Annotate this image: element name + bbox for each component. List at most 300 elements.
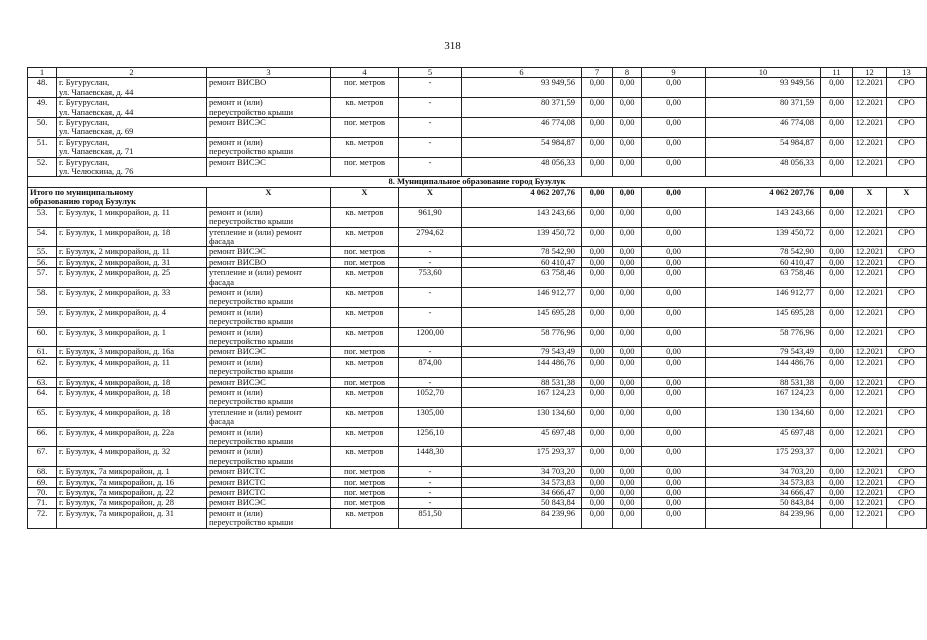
value-col-8: 0,00 bbox=[613, 307, 642, 327]
completion-date: 12.2021 bbox=[853, 407, 887, 427]
table-row bbox=[28, 287, 927, 307]
quantity: 874,00 bbox=[399, 357, 462, 377]
value-col-11: 0,00 bbox=[821, 508, 853, 528]
header-cell: 9 bbox=[642, 68, 706, 78]
cost-total: 45 697,48 bbox=[462, 427, 582, 447]
header-cell: 8 bbox=[613, 68, 642, 78]
work-type bbox=[207, 498, 331, 508]
row-number: 72. bbox=[28, 508, 57, 528]
cost-total: 34 703,20 bbox=[462, 467, 582, 477]
work-type-line-1: ремонт ВИСЭС bbox=[209, 497, 266, 508]
table-row bbox=[28, 508, 927, 528]
address-line-1: г. Бугуруслан, bbox=[59, 156, 110, 167]
unit: пог. метров bbox=[331, 477, 399, 487]
value-col-10: 63 758,46 bbox=[706, 268, 821, 288]
work-type-line-1: ремонт ВИСЭС bbox=[209, 246, 266, 257]
table-row bbox=[28, 307, 927, 327]
address bbox=[57, 247, 207, 257]
value-col-7: 0,00 bbox=[582, 157, 613, 177]
value-col-9: 0,00 bbox=[642, 327, 706, 347]
work-type-line-1: ремонт и (или) bbox=[209, 446, 263, 457]
work-type bbox=[207, 477, 331, 487]
address bbox=[57, 307, 207, 327]
row-number: 71. bbox=[28, 498, 57, 508]
address bbox=[57, 388, 207, 408]
header-cell: 1 bbox=[28, 68, 57, 78]
value-col-11: 0,00 bbox=[821, 207, 853, 227]
work-type-line-1: ремонт и (или) bbox=[209, 136, 263, 147]
work-type bbox=[207, 467, 331, 477]
completion-date: 12.2021 bbox=[853, 427, 887, 447]
value-col-9: 0,00 bbox=[642, 357, 706, 377]
work-type-line-1: ремонт и (или) bbox=[209, 326, 263, 337]
work-type-line-1: утепление и (или) ремонт bbox=[209, 406, 303, 417]
value-col-10: 130 134,60 bbox=[706, 407, 821, 427]
work-type-line-2: фасада bbox=[209, 416, 235, 427]
quantity: - bbox=[399, 98, 462, 118]
value-col-10: 80 371,59 bbox=[706, 98, 821, 118]
address bbox=[57, 118, 207, 138]
table-row bbox=[28, 327, 927, 347]
value-col-9: 0,00 bbox=[642, 427, 706, 447]
table-row bbox=[28, 357, 927, 377]
completion-date: 12.2021 bbox=[853, 268, 887, 288]
section-title: 8. Муниципальное образование город Бузулук bbox=[28, 177, 927, 187]
value-col-7: 0,00 bbox=[582, 508, 613, 528]
quantity: - bbox=[399, 78, 462, 98]
cost-total: 50 843,84 bbox=[462, 498, 582, 508]
cost-total: 143 243,66 bbox=[462, 207, 582, 227]
address-line-1: г. Бугуруслан, bbox=[59, 117, 110, 128]
work-type-line-1: ремонт и (или) bbox=[209, 206, 263, 217]
work-type-line-2: переустройство крыши bbox=[209, 455, 294, 466]
address-line-1: г. Бузулук, 7а микрорайон, д. 1 bbox=[59, 466, 170, 477]
value-col-9: 0,00 bbox=[642, 227, 706, 247]
unit: пог. метров bbox=[331, 488, 399, 498]
unit: пог. метров bbox=[331, 498, 399, 508]
value-col-7: 0,00 bbox=[582, 488, 613, 498]
value-col-10: 143 243,66 bbox=[706, 207, 821, 227]
work-type-line-1: ремонт и (или) bbox=[209, 426, 263, 437]
value-col-8: 0,00 bbox=[613, 488, 642, 498]
value-col-7: 0,00 bbox=[582, 307, 613, 327]
address bbox=[57, 477, 207, 487]
completion-date: 12.2021 bbox=[853, 118, 887, 138]
cost-total: 84 239,96 bbox=[462, 508, 582, 528]
address bbox=[57, 488, 207, 498]
value-col-8: 0,00 bbox=[613, 257, 642, 267]
organization: СРО bbox=[887, 347, 927, 357]
value-col-9: 0,00 bbox=[642, 377, 706, 387]
completion-date: 12.2021 bbox=[853, 498, 887, 508]
work-type bbox=[207, 307, 331, 327]
capital-repair-table bbox=[27, 67, 927, 529]
completion-date: 12.2021 bbox=[853, 98, 887, 118]
address bbox=[57, 508, 207, 528]
quantity: 1256,10 bbox=[399, 427, 462, 447]
value-col-10: 46 774,08 bbox=[706, 118, 821, 138]
completion-date: 12.2021 bbox=[853, 157, 887, 177]
cost-total: 48 056,33 bbox=[462, 157, 582, 177]
address-line-1: г. Бузулук, 4 микрорайон, д. 22а bbox=[59, 426, 175, 437]
value-col-9: 0,00 bbox=[642, 78, 706, 98]
work-type-line-1: ремонт ВИСТС bbox=[209, 487, 266, 498]
value-col-7: 0,00 bbox=[582, 137, 613, 157]
row-number: 60. bbox=[28, 327, 57, 347]
work-type-line-1: утепление и (или) ремонт bbox=[209, 267, 303, 278]
row-number: 48. bbox=[28, 78, 57, 98]
value-col-7: 0,00 bbox=[582, 327, 613, 347]
table-row bbox=[28, 467, 927, 477]
work-type bbox=[207, 447, 331, 467]
value-col-8: 0,00 bbox=[613, 388, 642, 408]
value-col-7: 0,00 bbox=[582, 407, 613, 427]
value-col-8: 0,00 bbox=[613, 268, 642, 288]
row-number: 58. bbox=[28, 287, 57, 307]
value-col-8: 0,00 bbox=[613, 377, 642, 387]
total-col-10: 4 062 207,76 bbox=[706, 187, 821, 207]
address bbox=[57, 287, 207, 307]
work-type bbox=[207, 98, 331, 118]
address-line-1: г. Бугуруслан, bbox=[59, 136, 110, 147]
completion-date: 12.2021 bbox=[853, 388, 887, 408]
unit: кв. метров bbox=[331, 207, 399, 227]
quantity: 1305,00 bbox=[399, 407, 462, 427]
organization: СРО bbox=[887, 257, 927, 267]
quantity: 1448,30 bbox=[399, 447, 462, 467]
unit: кв. метров bbox=[331, 427, 399, 447]
work-type bbox=[207, 268, 331, 288]
value-col-8: 0,00 bbox=[613, 157, 642, 177]
value-col-11: 0,00 bbox=[821, 78, 853, 98]
quantity: - bbox=[399, 347, 462, 357]
value-col-11: 0,00 bbox=[821, 157, 853, 177]
work-type-line-2: переустройство крыши bbox=[209, 366, 294, 377]
address bbox=[57, 467, 207, 477]
row-number: 55. bbox=[28, 247, 57, 257]
header-cell: 10 bbox=[706, 68, 821, 78]
page-number: 318 bbox=[444, 40, 461, 52]
organization: СРО bbox=[887, 427, 927, 447]
completion-date: 12.2021 bbox=[853, 307, 887, 327]
value-col-8: 0,00 bbox=[613, 227, 642, 247]
address bbox=[57, 407, 207, 427]
completion-date: 12.2021 bbox=[853, 137, 887, 157]
value-col-7: 0,00 bbox=[582, 347, 613, 357]
value-col-10: 60 410,47 bbox=[706, 257, 821, 267]
value-col-10: 34 666,47 bbox=[706, 488, 821, 498]
value-col-10: 139 450,72 bbox=[706, 227, 821, 247]
organization: СРО bbox=[887, 327, 927, 347]
completion-date: 12.2021 bbox=[853, 78, 887, 98]
address-line-2: ул. Чапаевская, д. 44 bbox=[59, 86, 134, 97]
header-cell: 12 bbox=[853, 68, 887, 78]
value-col-7: 0,00 bbox=[582, 98, 613, 118]
total-label-line-1: Итого по муниципальному bbox=[30, 186, 134, 197]
value-col-7: 0,00 bbox=[582, 388, 613, 408]
cost-total: 79 543,49 bbox=[462, 347, 582, 357]
completion-date: 12.2021 bbox=[853, 207, 887, 227]
header-cell: 3 bbox=[207, 68, 331, 78]
unit: кв. метров bbox=[331, 137, 399, 157]
organization: СРО bbox=[887, 467, 927, 477]
value-col-10: 167 124,23 bbox=[706, 388, 821, 408]
organization: СРО bbox=[887, 207, 927, 227]
total-x: X bbox=[331, 187, 399, 207]
value-col-11: 0,00 bbox=[821, 118, 853, 138]
address bbox=[57, 157, 207, 177]
value-col-9: 0,00 bbox=[642, 488, 706, 498]
work-type bbox=[207, 427, 331, 447]
value-col-11: 0,00 bbox=[821, 327, 853, 347]
organization: СРО bbox=[887, 268, 927, 288]
value-col-11: 0,00 bbox=[821, 98, 853, 118]
table-row bbox=[28, 407, 927, 427]
work-type-line-1: ремонт ВИСЭС bbox=[209, 156, 266, 167]
row-number: 61. bbox=[28, 347, 57, 357]
value-col-8: 0,00 bbox=[613, 137, 642, 157]
address-line-1: г. Бузулук, 4 микрорайон, д. 32 bbox=[59, 446, 171, 457]
value-col-9: 0,00 bbox=[642, 407, 706, 427]
row-number: 64. bbox=[28, 388, 57, 408]
work-type-line-2: фасада bbox=[209, 235, 235, 246]
quantity: - bbox=[399, 118, 462, 138]
value-col-10: 93 949,56 bbox=[706, 78, 821, 98]
organization: СРО bbox=[887, 407, 927, 427]
address-line-1: г. Бузулук, 7а микрорайон, д. 28 bbox=[59, 497, 175, 508]
row-number: 52. bbox=[28, 157, 57, 177]
cost-total: 60 410,47 bbox=[462, 257, 582, 267]
completion-date: 12.2021 bbox=[853, 467, 887, 477]
value-col-9: 0,00 bbox=[642, 257, 706, 267]
quantity: - bbox=[399, 377, 462, 387]
total-x: X bbox=[399, 187, 462, 207]
address-line-2: ул. Чапаевская, д. 69 bbox=[59, 126, 134, 137]
quantity: 753,60 bbox=[399, 268, 462, 288]
work-type-line-1: утепление и (или) ремонт bbox=[209, 226, 303, 237]
value-col-9: 0,00 bbox=[642, 447, 706, 467]
unit: кв. метров bbox=[331, 268, 399, 288]
value-col-11: 0,00 bbox=[821, 347, 853, 357]
unit: кв. метров bbox=[331, 327, 399, 347]
work-type bbox=[207, 377, 331, 387]
unit: пог. метров bbox=[331, 78, 399, 98]
work-type bbox=[207, 327, 331, 347]
value-col-7: 0,00 bbox=[582, 257, 613, 267]
work-type-line-1: ремонт ВИСТС bbox=[209, 476, 266, 487]
cost-total: 34 666,47 bbox=[462, 488, 582, 498]
work-type-line-1: ремонт ВИСЭС bbox=[209, 376, 266, 387]
value-col-10: 50 843,84 bbox=[706, 498, 821, 508]
address bbox=[57, 227, 207, 247]
organization: СРО bbox=[887, 508, 927, 528]
work-type-line-2: переустройство крыши bbox=[209, 517, 294, 528]
value-col-8: 0,00 bbox=[613, 118, 642, 138]
value-col-10: 34 703,20 bbox=[706, 467, 821, 477]
work-type bbox=[207, 488, 331, 498]
value-col-7: 0,00 bbox=[582, 498, 613, 508]
value-col-11: 0,00 bbox=[821, 257, 853, 267]
table-row bbox=[28, 477, 927, 487]
address-line-1: г. Бузулук, 2 микрорайон, д. 4 bbox=[59, 306, 167, 317]
value-col-10: 146 912,77 bbox=[706, 287, 821, 307]
completion-date: 12.2021 bbox=[853, 357, 887, 377]
address-line-1: г. Бузулук, 1 микрорайон, д. 18 bbox=[59, 226, 171, 237]
cost-total: 145 695,28 bbox=[462, 307, 582, 327]
table-row bbox=[28, 157, 927, 177]
value-col-10: 145 695,28 bbox=[706, 307, 821, 327]
value-col-10: 175 293,37 bbox=[706, 447, 821, 467]
address bbox=[57, 377, 207, 387]
cost-total: 175 293,37 bbox=[462, 447, 582, 467]
value-col-7: 0,00 bbox=[582, 78, 613, 98]
value-col-11: 0,00 bbox=[821, 377, 853, 387]
value-col-10: 34 573,83 bbox=[706, 477, 821, 487]
value-col-9: 0,00 bbox=[642, 98, 706, 118]
cost-total: 144 486,76 bbox=[462, 357, 582, 377]
value-col-9: 0,00 bbox=[642, 118, 706, 138]
work-type-line-1: ремонт ВИСЭС bbox=[209, 346, 266, 357]
value-col-10: 88 531,38 bbox=[706, 377, 821, 387]
value-col-11: 0,00 bbox=[821, 467, 853, 477]
table-row bbox=[28, 427, 927, 447]
work-type-line-1: ремонт и (или) bbox=[209, 387, 263, 397]
work-type bbox=[207, 78, 331, 98]
address-line-1: г. Бузулук, 2 микрорайон, д. 25 bbox=[59, 267, 171, 278]
value-col-8: 0,00 bbox=[613, 347, 642, 357]
row-number: 63. bbox=[28, 377, 57, 387]
header-cell: 5 bbox=[399, 68, 462, 78]
completion-date: 12.2021 bbox=[853, 447, 887, 467]
address bbox=[57, 78, 207, 98]
work-type bbox=[207, 388, 331, 408]
work-type-line-1: ремонт ВИСВО bbox=[209, 256, 267, 267]
value-col-7: 0,00 bbox=[582, 227, 613, 247]
quantity: 1200,00 bbox=[399, 327, 462, 347]
quantity: - bbox=[399, 307, 462, 327]
value-col-8: 0,00 bbox=[613, 327, 642, 347]
address-line-1: г. Бугуруслан, bbox=[59, 77, 110, 88]
quantity: 961,90 bbox=[399, 207, 462, 227]
value-col-11: 0,00 bbox=[821, 447, 853, 467]
table-row bbox=[28, 78, 927, 98]
work-type bbox=[207, 508, 331, 528]
value-col-11: 0,00 bbox=[821, 287, 853, 307]
total-col-7: 0,00 bbox=[582, 187, 613, 207]
work-type bbox=[207, 357, 331, 377]
table-row bbox=[28, 118, 927, 138]
table-row bbox=[28, 247, 927, 257]
quantity: 2794,62 bbox=[399, 227, 462, 247]
address-line-2: ул. Челюскина, д. 76 bbox=[59, 166, 134, 177]
table-row bbox=[28, 498, 927, 508]
table-row bbox=[28, 347, 927, 357]
value-col-11: 0,00 bbox=[821, 388, 853, 408]
unit: пог. метров bbox=[331, 247, 399, 257]
address bbox=[57, 98, 207, 118]
address-line-1: г. Бузулук, 4 микрорайон, д. 18 bbox=[59, 406, 171, 417]
value-col-10: 58 776,96 bbox=[706, 327, 821, 347]
table-row bbox=[28, 257, 927, 267]
value-col-9: 0,00 bbox=[642, 137, 706, 157]
completion-date: 12.2021 bbox=[853, 377, 887, 387]
address-line-1: г. Бузулук, 2 микрорайон, д. 33 bbox=[59, 286, 171, 297]
value-col-7: 0,00 bbox=[582, 447, 613, 467]
value-col-7: 0,00 bbox=[582, 477, 613, 487]
work-type-line-2: переустройство крыши bbox=[209, 146, 294, 157]
unit: пог. метров bbox=[331, 377, 399, 387]
value-col-11: 0,00 bbox=[821, 488, 853, 498]
work-type-line-2: переустройство крыши bbox=[209, 335, 294, 346]
value-col-11: 0,00 bbox=[821, 357, 853, 377]
organization: СРО bbox=[887, 137, 927, 157]
quantity: 1052,70 bbox=[399, 388, 462, 408]
address bbox=[57, 498, 207, 508]
organization: СРО bbox=[887, 307, 927, 327]
total-label-line-2: образованию город Бузулук bbox=[30, 196, 137, 207]
unit: кв. метров bbox=[331, 508, 399, 528]
value-col-9: 0,00 bbox=[642, 247, 706, 257]
table-row bbox=[28, 137, 927, 157]
value-col-8: 0,00 bbox=[613, 447, 642, 467]
completion-date: 12.2021 bbox=[853, 477, 887, 487]
cost-total: 146 912,77 bbox=[462, 287, 582, 307]
quantity: - bbox=[399, 157, 462, 177]
value-col-7: 0,00 bbox=[582, 207, 613, 227]
cost-total: 93 949,56 bbox=[462, 78, 582, 98]
table-row bbox=[28, 207, 927, 227]
work-type bbox=[207, 227, 331, 247]
table-row bbox=[28, 388, 927, 408]
table-row bbox=[28, 268, 927, 288]
value-col-11: 0,00 bbox=[821, 268, 853, 288]
value-col-8: 0,00 bbox=[613, 407, 642, 427]
address bbox=[57, 207, 207, 227]
work-type bbox=[207, 207, 331, 227]
value-col-10: 84 239,96 bbox=[706, 508, 821, 528]
total-label bbox=[28, 187, 207, 207]
work-type-line-1: ремонт ВИСТС bbox=[209, 466, 266, 477]
unit: кв. метров bbox=[331, 407, 399, 427]
row-number: 51. bbox=[28, 137, 57, 157]
unit: пог. метров bbox=[331, 347, 399, 357]
address-line-2: ул. Чапаевская, д. 44 bbox=[59, 106, 134, 117]
unit: кв. метров bbox=[331, 287, 399, 307]
address-line-2: ул. Чапаевская, д. 71 bbox=[59, 146, 134, 157]
completion-date: 12.2021 bbox=[853, 508, 887, 528]
quantity: - bbox=[399, 488, 462, 498]
total-col-11: 0,00 bbox=[821, 187, 853, 207]
address bbox=[57, 347, 207, 357]
total-x: X bbox=[887, 187, 927, 207]
organization: СРО bbox=[887, 98, 927, 118]
value-col-11: 0,00 bbox=[821, 427, 853, 447]
address-line-1: г. Бузулук, 4 микрорайон, д. 18 bbox=[59, 376, 171, 387]
row-number: 54. bbox=[28, 227, 57, 247]
value-col-8: 0,00 bbox=[613, 498, 642, 508]
unit: пог. метров bbox=[331, 157, 399, 177]
work-type bbox=[207, 118, 331, 138]
cost-total: 63 758,46 bbox=[462, 268, 582, 288]
row-number: 59. bbox=[28, 307, 57, 327]
completion-date: 12.2021 bbox=[853, 227, 887, 247]
table-row bbox=[28, 488, 927, 498]
unit: кв. метров bbox=[331, 357, 399, 377]
row-number: 68. bbox=[28, 467, 57, 477]
organization: СРО bbox=[887, 118, 927, 138]
header-cell: 4 bbox=[331, 68, 399, 78]
address-line-1: г. Бузулук, 4 микрорайон, д. 11 bbox=[59, 356, 170, 367]
